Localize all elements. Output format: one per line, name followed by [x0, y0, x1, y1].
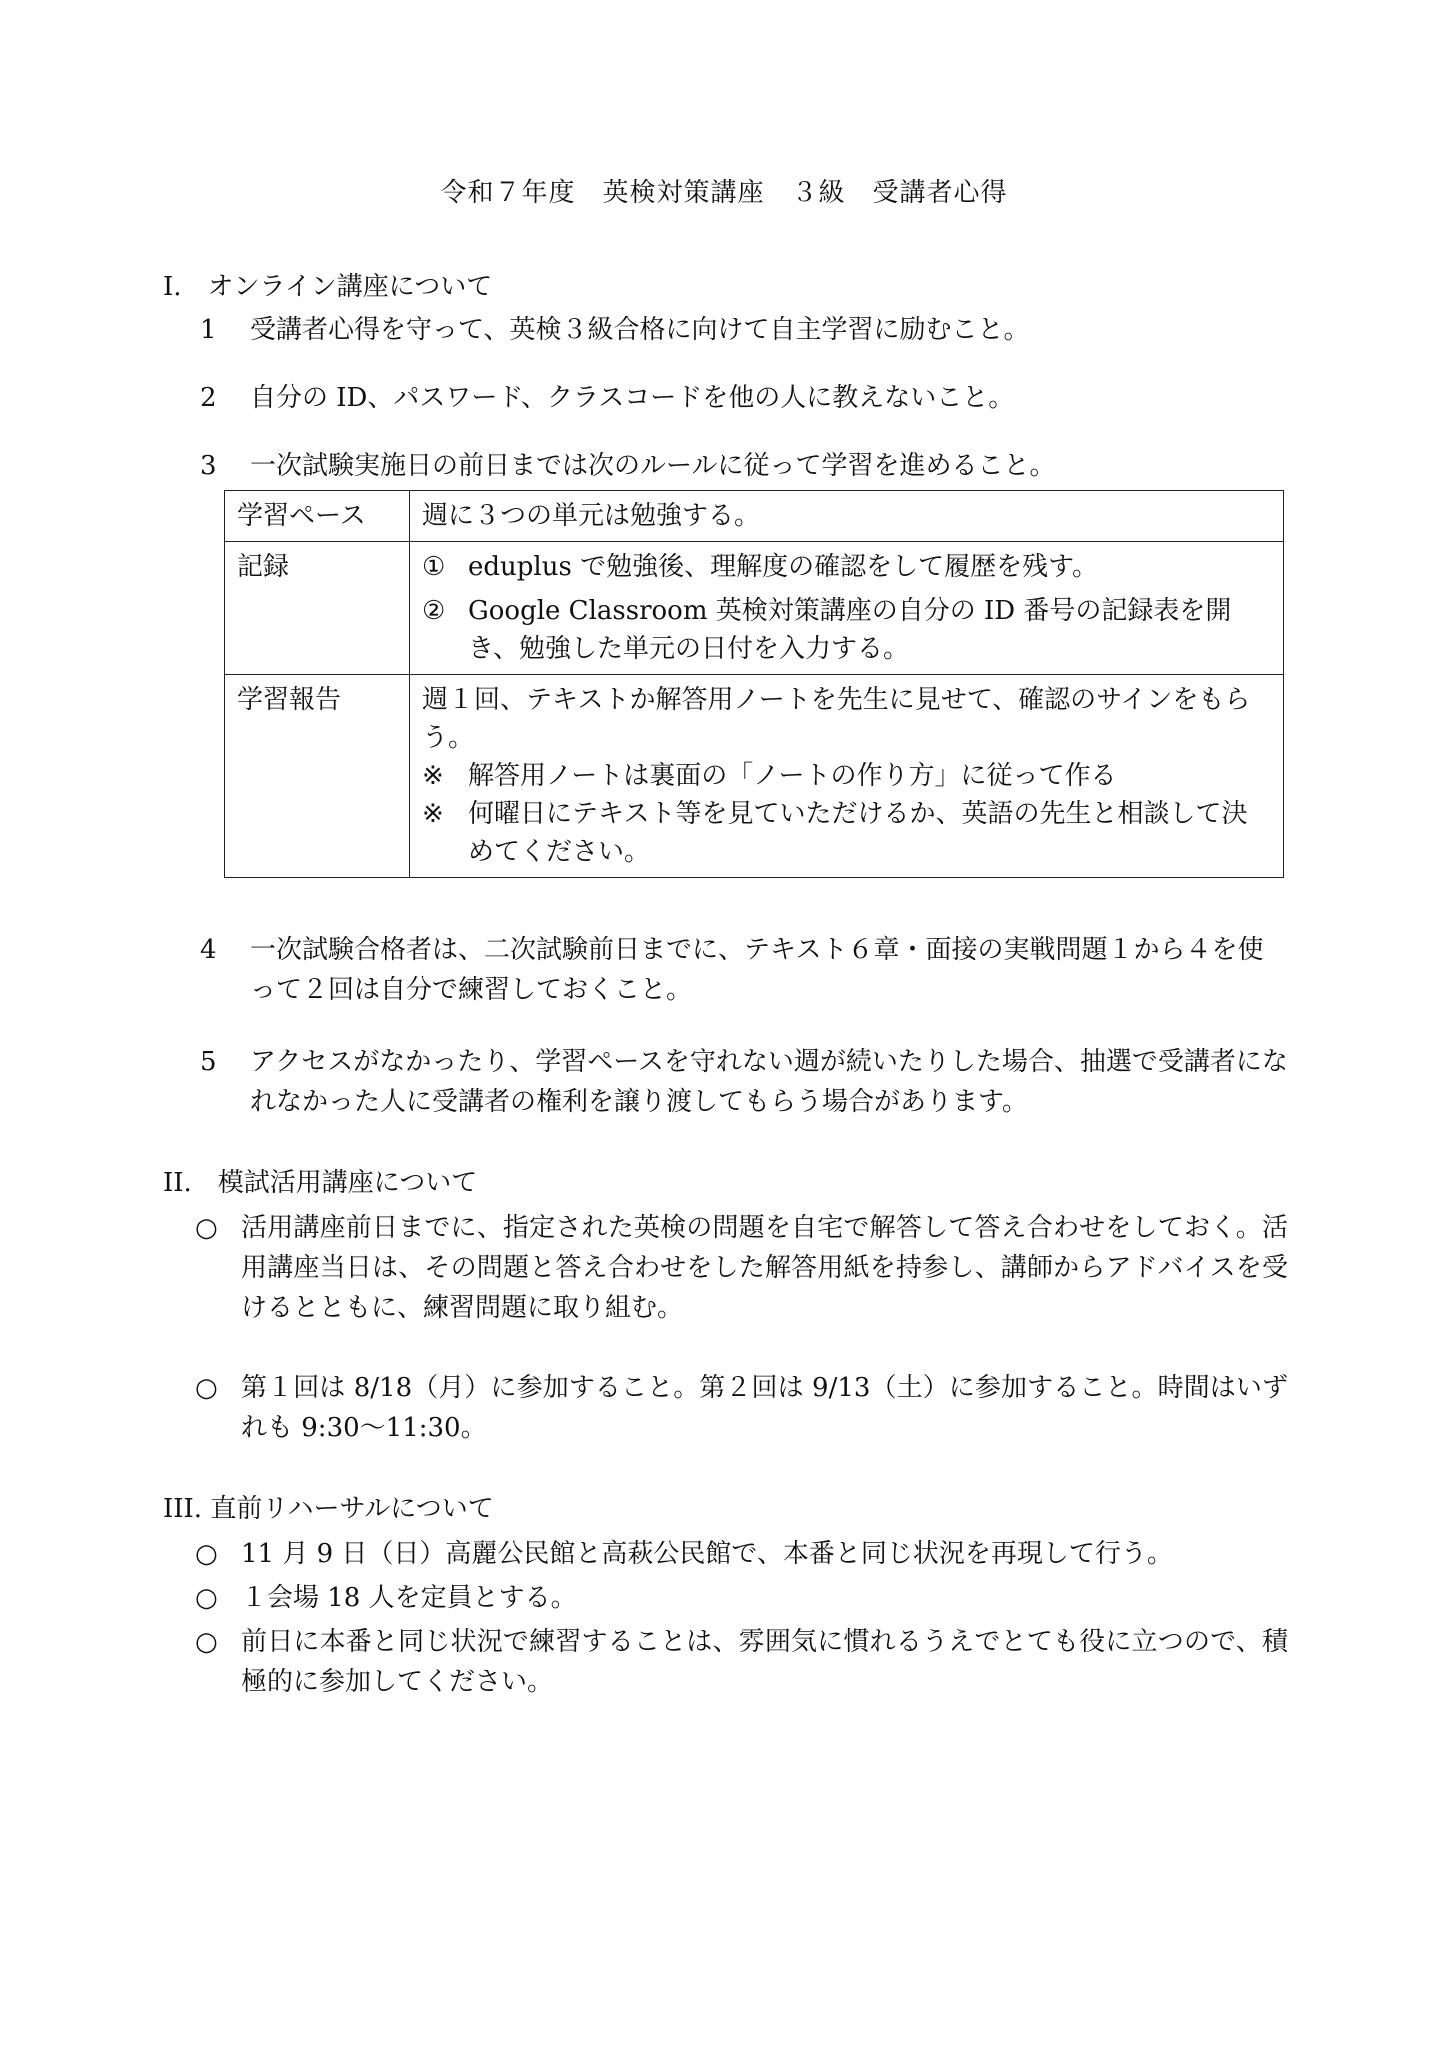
- section-1-item-4: [200, 930, 1288, 1010]
- item-text: 一次試験合格者は、二次試験前日までに、テキスト６章・面接の実戦問題１から４を使って２回は自分で練習しておくこと。: [250, 935, 1264, 1005]
- section-3-item-1: [195, 1534, 1288, 1574]
- circled-number-1: ①: [422, 552, 446, 582]
- item-text: 受講者心得を守って、英検３級合格に向けて自主学習に励むこと。: [250, 315, 1030, 345]
- item-text: 前日に本番と同じ状況で練習することは、雰囲気に慣れるうえでとても役に立つので、積極的に参加してください。: [241, 1627, 1288, 1697]
- section-1-heading: I. オンライン講座について: [163, 272, 493, 302]
- page-title: 令和７年度 英検対策講座 ３級 受講者心得: [440, 178, 1008, 208]
- item-text: 第１回は 8/18（月）に参加すること。第２回は 9/13（土）に参加すること。時間はいずれも 9:30～11:30。: [241, 1373, 1288, 1443]
- item-text: １会場 18 人を定員とする。: [241, 1583, 577, 1613]
- section-1-item-2: [200, 378, 1288, 418]
- section-3-heading: III. 直前リハーサルについて: [163, 1494, 494, 1524]
- item-text: 自分の ID、パスワード、クラスコードを他の人に教えないこと。: [250, 383, 1015, 413]
- circle-bullet: ○: [195, 1583, 218, 1613]
- row-label: 学習報告: [225, 675, 410, 878]
- record-step-2: [422, 592, 1271, 668]
- report-note-1: [422, 757, 1271, 795]
- item-text: アクセスがなかったり、学習ペースを守れない週が続いたりした場合、抽選で受講者になれなかった人に受講者の権利を譲り渡してもらう場合があります。: [250, 1047, 1288, 1117]
- row-content: [410, 542, 1284, 675]
- circle-bullet: ○: [195, 1373, 218, 1403]
- circled-number-2: ②: [422, 596, 446, 626]
- section-2-item-1: [195, 1208, 1288, 1328]
- table-row-record: [225, 542, 1284, 675]
- row-content: [410, 675, 1284, 878]
- row-label: 記録: [225, 542, 410, 675]
- table-row-pace: [225, 491, 1284, 542]
- item-number: 5: [200, 1047, 217, 1077]
- row-label: 学習ペース: [225, 491, 410, 542]
- record-step-text: eduplus で勉強後、理解度の確認をして履歴を残す。: [468, 552, 1099, 582]
- note-text: 解答用ノートは裏面の「ノートの作り方」に従って作る: [468, 761, 1117, 791]
- section-2-item-2: [195, 1368, 1288, 1448]
- table-row-report: [225, 675, 1284, 878]
- study-rules-table: [224, 490, 1284, 878]
- note-text: 何曜日にテキスト等を見ていただけるか、英語の先生と相談して決めてください。: [468, 799, 1248, 867]
- section-3-item-2: [195, 1578, 1288, 1618]
- item-number: 1: [200, 315, 217, 345]
- item-text: 活用講座前日までに、指定された英検の問題を自宅で解答して答え合わせをしておく。活用講座当日は、その問題と答え合わせをした解答用紙を持参し、講師からアドバイスを受けるとともに、練習問題に取り組む。: [241, 1213, 1288, 1323]
- row-content: 週に３つの単元は勉強する。: [410, 491, 1284, 542]
- record-step-text: Google Classroom 英検対策講座の自分の ID 番号の記録表を開き、勉強した単元の日付を入力する。: [468, 596, 1232, 664]
- item-number: 2: [200, 383, 217, 413]
- circle-bullet: ○: [195, 1539, 218, 1569]
- section-1-item-3: [200, 446, 1288, 486]
- record-step-1: [422, 548, 1271, 586]
- item-text: 一次試験実施日の前日までは次のルールに従って学習を進めること。: [250, 451, 1056, 481]
- report-note-2: [422, 795, 1271, 871]
- item-text: 11 月 9 日（日）高麗公民館と高萩公民館で、本番と同じ状況を再現して行う。: [241, 1539, 1173, 1569]
- reference-mark: ※: [422, 761, 444, 791]
- section-2-heading: II. 模試活用講座について: [163, 1168, 478, 1198]
- circle-bullet: ○: [195, 1627, 218, 1657]
- item-number: 3: [200, 451, 217, 481]
- section-3-item-3: [195, 1622, 1288, 1702]
- report-text: 週１回、テキストか解答用ノートを先生に見せて、確認のサインをもらう。: [422, 685, 1251, 753]
- section-1-item-5: [200, 1042, 1288, 1122]
- circle-bullet: ○: [195, 1213, 218, 1243]
- section-1-item-1: [200, 310, 1288, 350]
- reference-mark: ※: [422, 799, 444, 829]
- item-number: 4: [200, 935, 217, 965]
